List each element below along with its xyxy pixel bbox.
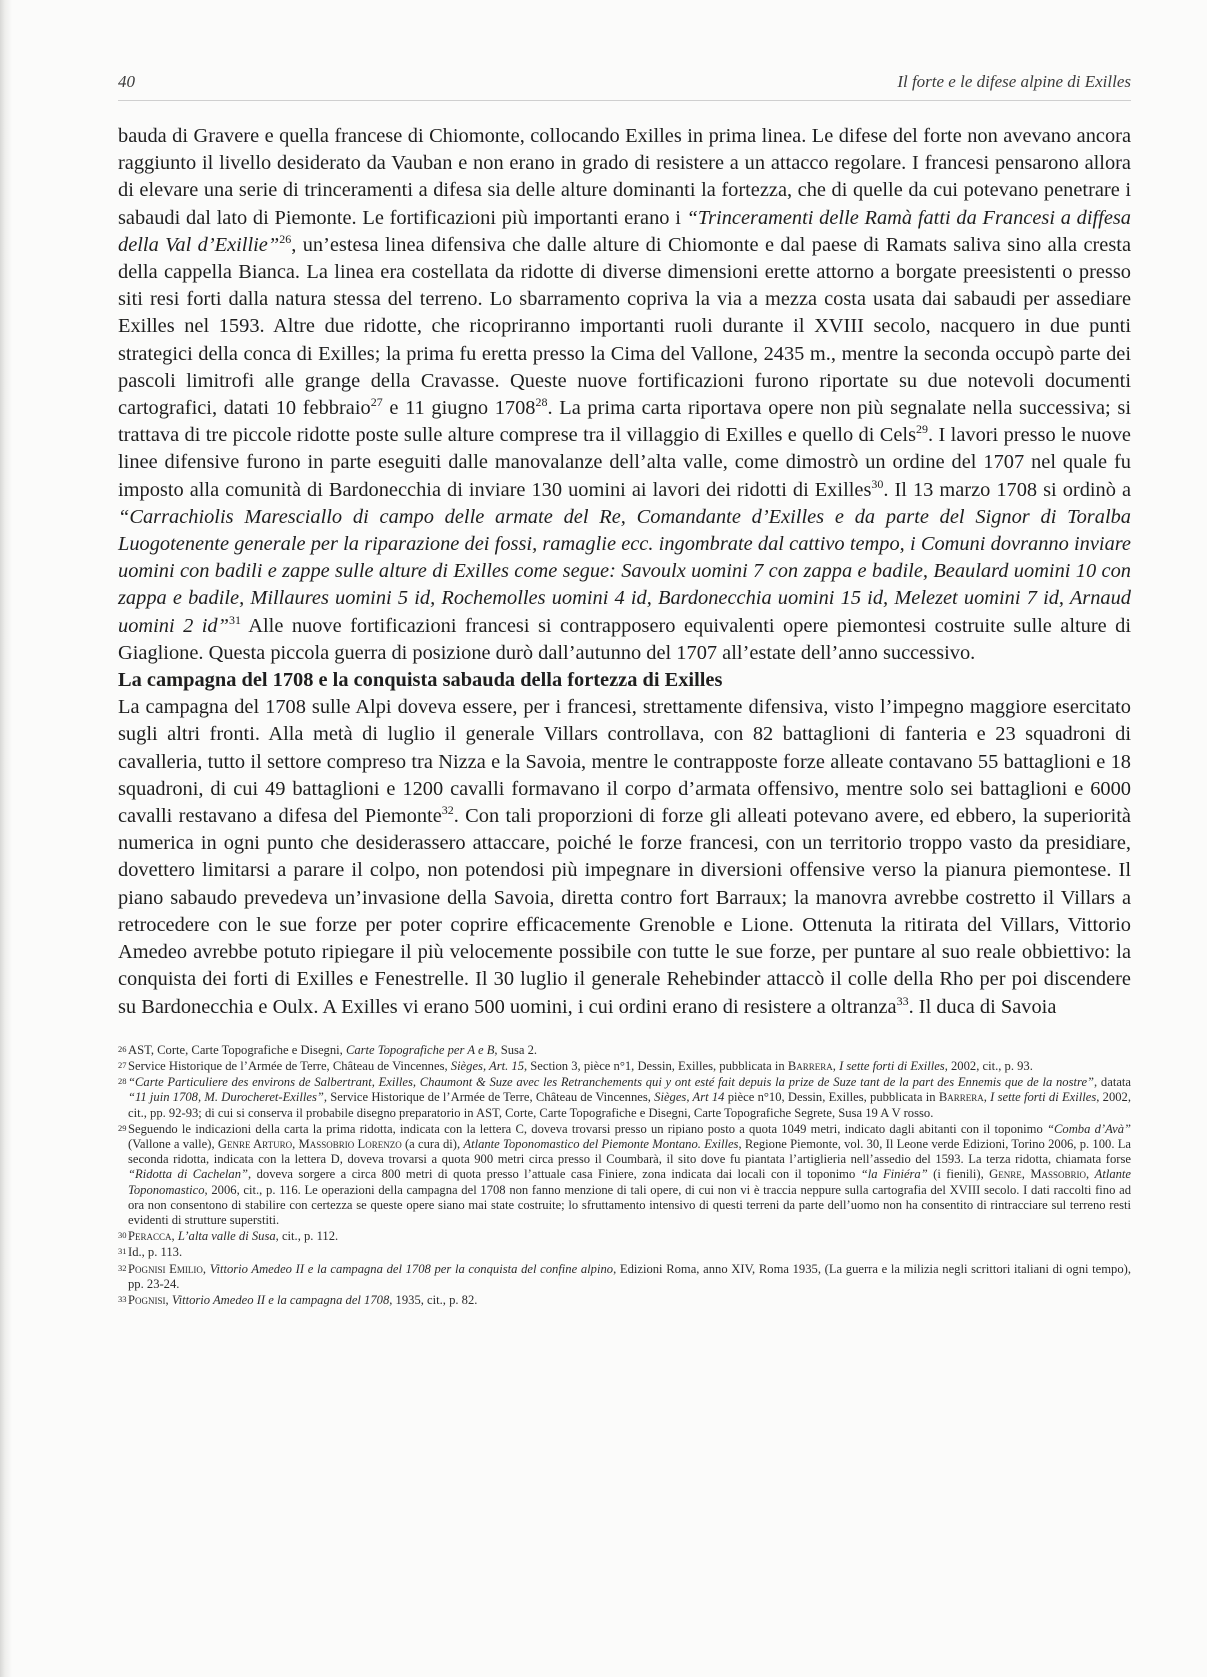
section-heading: La campagna del 1708 e la conquista sabauda della fortezza di Exilles [118, 669, 723, 692]
quote-carrachiolis: “Carrachiolis Maresciallo di campo delle armate del Re, Comandante d’Exilles e da parte del Signor di Toralba Luogotenente generale per la riparazione dei fossi, ramaglie ecc. ingombrate dal cattivo tempo, i Comuni dovranno inviare uomini con badili e zappe sulle alture di Exilles come segue: Savoulx uomini 7 con zappa e badile, Beaulard uomini 10 con zappa e badile, Millaures uomini 5 id, Rochemolles uomini 4 id, Bardonecchia uomini 15 id, Melezet uomini 7 id, Arnaud uomini 2 id” [118, 505, 1131, 637]
footnote-26 [118, 1043, 1131, 1058]
text-run: . Il duca di Savoia [908, 995, 1057, 1018]
footnote-ref-31[interactable]: 31 [228, 612, 241, 627]
main-text [118, 123, 1131, 1021]
text-run: Alle nuove fortificazioni francesi si contrapposero equivalenti opere piemontesi costruite sulle alture di Giaglione. Questa piccola guerra di posizione durò dall’autunno del 1707 all’estate dell’anno successivo. [118, 614, 1132, 664]
book-page [118, 72, 1131, 1309]
footnote-mark: 33 [118, 1293, 127, 1304]
text-run: e 11 giugno 1708 [382, 397, 536, 420]
page-number: 40 [118, 72, 135, 91]
text-run: La campagna del 1708 sulle Alpi doveva essere, per i francesi, strettamente difensiva, visto l’impegno maggiore esercitato sugli altri fronti. Alla metà di luglio il generale Villars controllava, con 82 battaglioni di fanteria e 23 squadroni di cavalleria, tutto il settore compreso tra Nizza e la Savoia, mentre le contrapposte forze alleate contavano 55 battaglioni e 18 squadroni, di cui 49 battaglioni e 1200 cavalli formavano il corpo d’armata offensivo, mentre solo sei battaglioni e 6000 cavalli restavano a difesa del Piemonte [118, 696, 1131, 828]
footnote-33 [118, 1293, 1131, 1308]
footnote-ref-30[interactable]: 30 [871, 476, 884, 491]
footnote-mark: 30 [118, 1230, 127, 1241]
text-run: . Il 13 marzo 1708 si ordinò a [883, 478, 1131, 501]
text-run: . La prima carta riportava opere non più segnalate nella successiva; si trattava di tre piccole ridotte poste sulle alture comprese tra il villaggio di Exilles e quello di Cels [118, 397, 1131, 447]
footnote-28 [118, 1075, 1131, 1121]
footnote-ref-32[interactable]: 32 [441, 803, 454, 818]
footnote-mark: 29 [118, 1122, 127, 1133]
footnote-mark: 28 [118, 1076, 127, 1087]
footnote-text: “Carte Particuliere des environs de Salbertrant, Exilles, Chaumont & Suze avec les Retranchements qui y ont esté fait depuis la prize de Suze tant de la part des Ennemis que de la nostre”, datata “11 juin 1708, M. Durocheret-Exilles”, Service Historique de l’Armée de Terre, Château de Vincennes, Sièges, Art 14 pièce n°10, Dessin, Exilles, pubblicata in Barrera, I sette forti di Exilles, 2002, cit., pp. 92-93; di cui si conserva il probabile disegno preparatorio in AST, Corte, Carte Topografiche e Disegni, Carte Topografiche Segrete, Susa 19 A V rosso. [128, 1075, 1132, 1120]
footnote-text: Pognisi Emilio, Vittorio Amedeo II e la campagna del 1708 per la conquista del confine alpino, Edizioni Roma, anno XIV, Roma 1935, (La guerra e la milizia negli scrittori italiani di ogni tempo), pp. 23-24. [128, 1261, 1131, 1291]
text-run: bauda di Gravere e quella francese di Chiomonte, collocando Exilles in prima linea. Le difese del forte non avevano ancora raggiunto il livello desiderato da Vauban e non erano in grado di resistere a un attacco regolare. I francesi pensarono allora di elevare una serie di trinceramenti a difesa sia delle alture dominanti la fortezza, che di quelle da cui potevano penetrare i sabaudi dal lato di Piemonte. Le fortificazioni più importanti erano i [118, 125, 1131, 229]
paragraph-2 [118, 694, 1131, 1020]
footnote-30 [118, 1229, 1131, 1244]
footnote-27 [118, 1059, 1131, 1074]
footnote-mark: 32 [118, 1262, 127, 1273]
footnote-31 [118, 1245, 1131, 1260]
text-run: , un’estesa linea difensiva che dalle alture di Chiomonte e dal paese di Ramats saliva sino alla cresta della cappella Bianca. La linea era costellata da ridotte di diverse dimensioni erette attorno a borgate preesistenti o presso siti resi forti dalla natura stessa del terreno. Lo sbarramento copriva la via a mezza costa usata dai sabaudi per assediare Exilles nel 1593. Altre due ridotte, che ricopriranno importanti ruoli durante il XVIII secolo, nacquero in due punti strategici della conca di Exilles; la prima fu eretta presso la Cima del Vallone, 2435 m., mentre la seconda occupò parte dei pascoli limitrofi alle grange della Cravasse. Queste nuove fortificazioni furono riportate su due notevoli documenti cartografici, datati 10 febbraio [118, 233, 1131, 420]
footnote-text: AST, Corte, Carte Topografiche e Disegni, Carte Topografiche per A e B, Susa 2. [128, 1042, 538, 1057]
footnote-text: Peracca, L’alta valle di Susa, cit., p. 112. [128, 1229, 339, 1244]
footnote-text: Id., p. 113. [128, 1245, 183, 1260]
footnote-ref-33[interactable]: 33 [896, 993, 909, 1008]
binding-edge [0, 0, 12, 1677]
footnote-32 [118, 1262, 1131, 1292]
footnote-text: Service Historique de l’Armée de Terre, Château de Vincennes, Sièges, Art. 15, Section 3, pièce n°1, Dessin, Exilles, pubblicata in Barrera, I sette forti di Exilles, 2002, cit., p. 93. [128, 1058, 1033, 1073]
footnote-mark: 26 [118, 1043, 127, 1054]
running-header [118, 72, 1131, 101]
footnote-text: Pognisi, Vittorio Amedeo II e la campagna del 1708, 1935, cit., p. 82. [128, 1292, 478, 1307]
paragraph-1 [118, 123, 1131, 667]
text-run: . I lavori presso le nuove linee difensive furono in parte eseguiti dalle manovalanze dell’alta valle, come dimostrò un ordine del 1707 nel quale fu imposto alla comunità di Bardonecchia di inviare 130 uomini ai lavori dei ridotti di Exilles [118, 424, 1131, 501]
text-run: . Con tali proporzioni di forze gli alleati potevano avere, ed ebbero, la superiorità numerica in ogni punto che desiderassero attaccare, poiché le forze francesi, con un territorio troppo vasto da presidiare, dovettero limitarsi a parare il colpo, non potendosi più impegnare in diversioni offensive verso la pianura piemontese. Il piano sabaudo prevedeva un’invasione della Savoia, diretta contro fort Barraux; la manovra avrebbe costretto il Villars a retrocedere con le sue forze per poter coprire efficacemente Grenoble e Lione. Ottenuta la ritirata del Villars, Vittorio Amedeo avrebbe potuto ripiegare il più velocemente possibile con tutte le sue forze, per puntare al suo reale obbiettivo: la conquista dei forti di Exilles e Fenestrelle. Il 30 luglio il generale Rehebinder attaccò il colle della Rho per poi discendere su Bardonecchia e Oulx. A Exilles vi erano 500 uomini, i cui ordini erano di resistere a oltranza [118, 805, 1131, 1018]
quote-trinceramenti: “Trinceramenti delle Ramà fatti da Francesi a diffesa della Val d’Exillie” [118, 206, 1132, 256]
footnotes [118, 1043, 1131, 1308]
footnote-mark: 27 [118, 1059, 127, 1070]
running-title: Il forte e le difese alpine di Exilles [897, 72, 1131, 91]
footnote-29 [118, 1122, 1131, 1228]
footnote-ref-27[interactable]: 27 [370, 395, 383, 410]
footnote-ref-29[interactable]: 29 [916, 422, 929, 437]
footnote-text: Seguendo le indicazioni della carta la prima ridotta, indicata con la lettera C, doveva trovarsi presso un ripiano posto a quota 1049 metri, indicato dagli abitanti con il toponimo “Comba d’Avà” (Vallone a valle), Genre Arturo, Massobrio Lorenzo (a cura di), Atlante Toponomastico del Piemonte Montano. Exilles, Regione Piemonte, vol. 30, Il Leone verde Edizioni, Torino 2006, p. 100. La seconda ridotta, indicata con la lettera D, doveva trovarsi a quota 900 metri circa presso il Coumbarà, il sito dove fu piantata l’artiglieria nell’assedio del 1593. La terza ridotta, chiamata forse “Ridotta di Cachelan”, doveva sorgere a circa 800 metri di quota presso l’attuale casa Finiere, zona indicata dai locali con il toponimo “la Finiéra” (i fienili), Genre, Massobrio, Atlante Toponomastico, 2006, cit., p. 116. Le operazioni della campagna del 1708 non fanno menzione di tali opere, di cui non vi è traccia neppure sulla cartografia del XVIII secolo. I dati raccolti fino ad ora non consentono di stabilire con certezza se queste opere siano mai state costruite; lo sfruttamento intensivo di questi terreni da parte dell’uomo non ha consentito di rintracciare sul terreno resti evidenti di strutture superstiti. [128, 1121, 1132, 1227]
footnote-mark: 31 [118, 1246, 127, 1257]
footnote-ref-26[interactable]: 26 [279, 232, 292, 247]
footnote-ref-28[interactable]: 28 [535, 395, 548, 410]
